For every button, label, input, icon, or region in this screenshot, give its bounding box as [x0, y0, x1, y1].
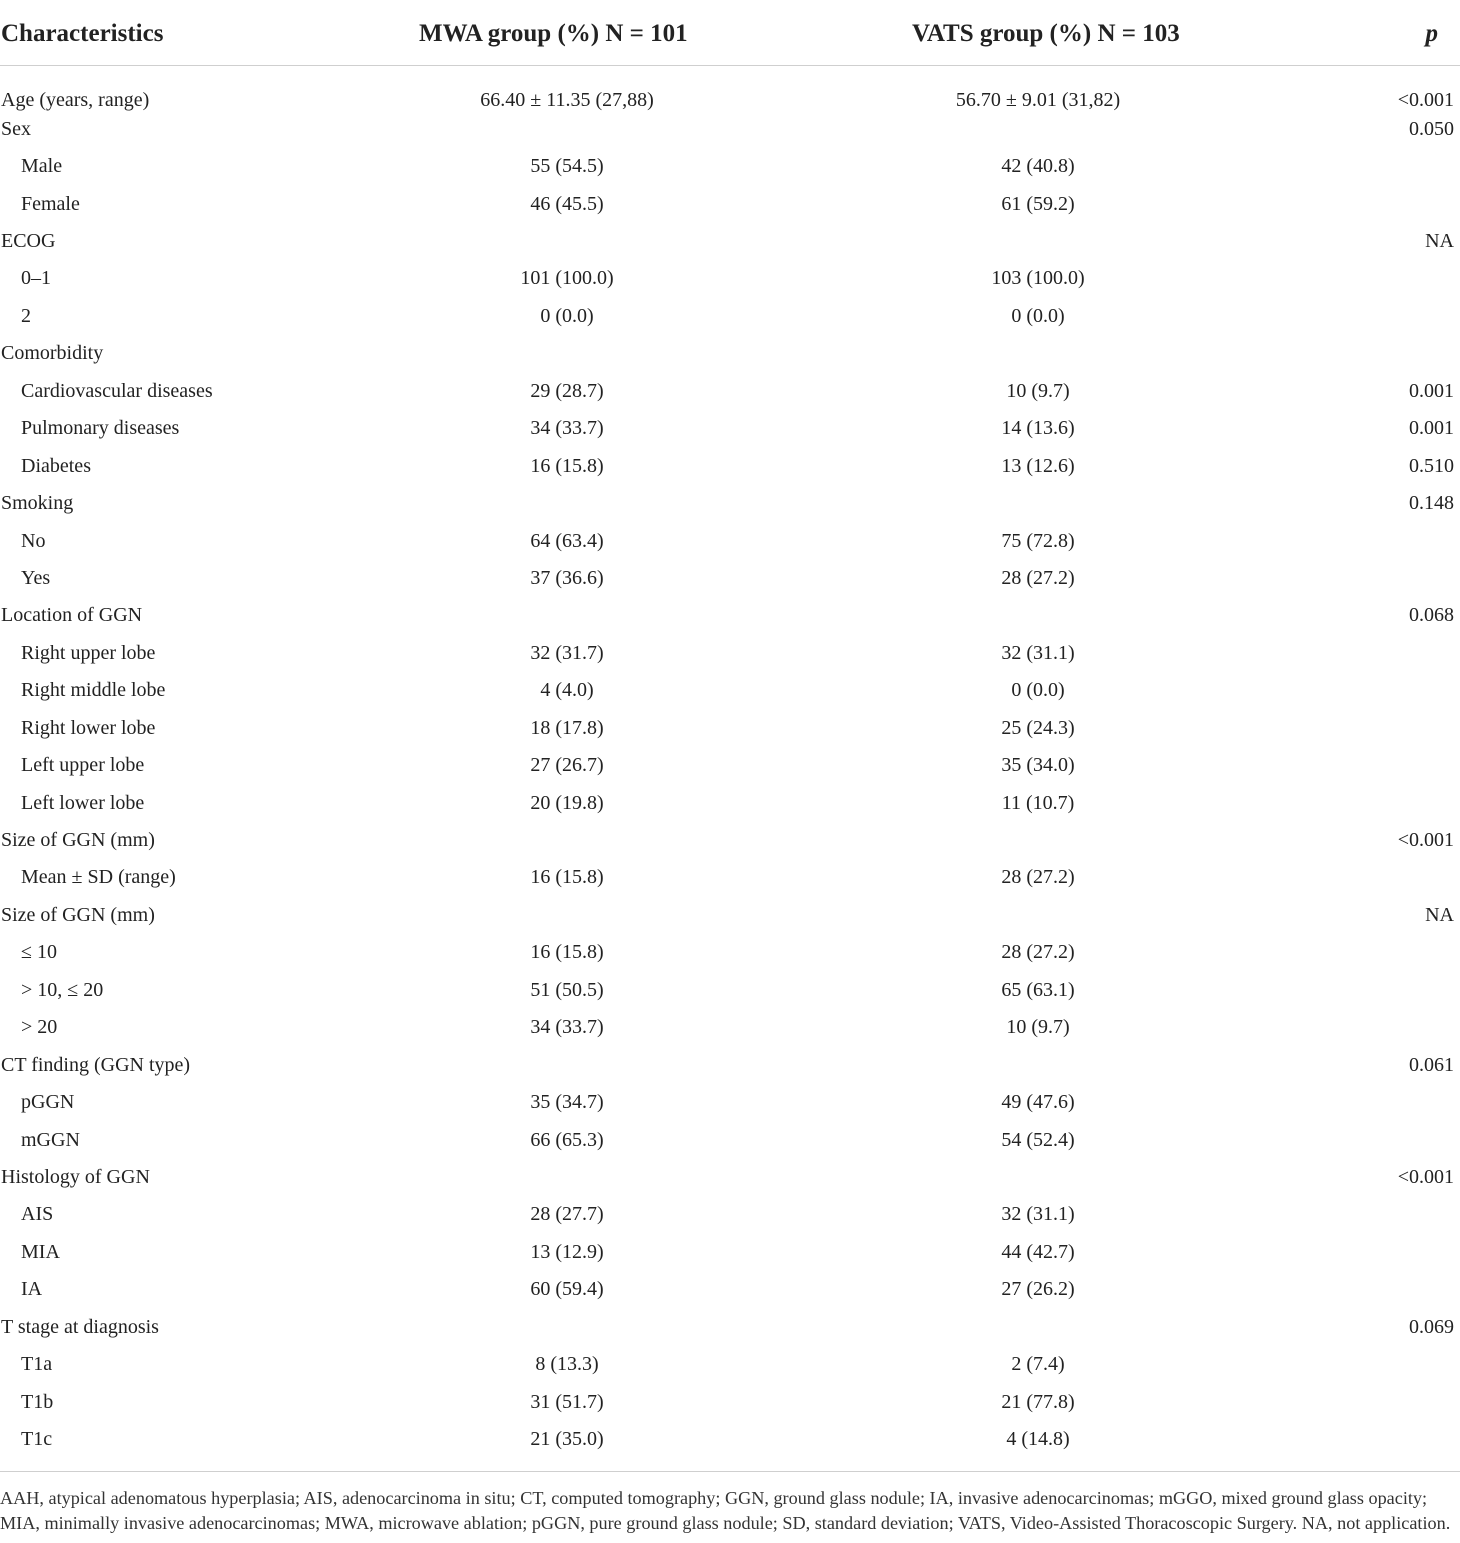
row-label: ECOG — [1, 230, 56, 253]
cell-vats-container — [752, 222, 1364, 259]
cell-mwa-container — [380, 522, 752, 559]
cell-vats: 42 (40.8) — [1001, 155, 1075, 178]
cell-vats-container — [752, 559, 1364, 596]
row-label: No — [21, 529, 46, 552]
cell-p-value — [1364, 1233, 1460, 1270]
table-row — [0, 484, 1460, 521]
cell-vats-container — [752, 672, 1364, 709]
row-label: > 20 — [21, 1016, 58, 1039]
cell-mwa-container — [380, 1271, 752, 1308]
cell-vats-container — [752, 746, 1364, 783]
cell-vats-container — [752, 447, 1364, 484]
cell-mwa: 34 (33.7) — [530, 1016, 604, 1039]
row-label: pGGN — [21, 1091, 75, 1114]
cell-mwa: 21 (35.0) — [530, 1428, 604, 1451]
cell-vats: 61 (59.2) — [1001, 192, 1075, 215]
cell-mwa: 29 (28.7) — [530, 379, 604, 402]
row-label: T stage at diagnosis — [1, 1315, 159, 1338]
cell-vats: 28 (27.2) — [1001, 866, 1075, 889]
row-label: Right lower lobe — [21, 716, 156, 739]
cell-mwa-container — [380, 746, 752, 783]
cell-p-value — [1364, 672, 1460, 709]
table-row — [0, 709, 1460, 746]
table-row — [0, 746, 1460, 783]
cell-mwa-container — [380, 1308, 752, 1345]
cell-vats: 32 (31.1) — [1001, 1203, 1075, 1226]
row-label: Female — [21, 192, 80, 215]
cell-vats-container — [752, 522, 1364, 559]
table-row — [0, 971, 1460, 1008]
cell-vats-container — [752, 709, 1364, 746]
row-label: Diabetes — [21, 454, 91, 477]
cell-mwa-container — [380, 1121, 752, 1158]
cell-p-value — [1364, 1345, 1460, 1382]
cell-mwa-container — [380, 147, 752, 184]
cell-p-value — [1364, 1383, 1460, 1420]
cell-vats: 10 (9.7) — [1006, 1016, 1070, 1039]
cell-mwa-container — [380, 597, 752, 634]
row-label: 0–1 — [21, 267, 51, 290]
cell-mwa-container — [380, 66, 752, 111]
cell-p-value — [1364, 185, 1460, 222]
cell-mwa-container — [380, 672, 752, 709]
row-label: Pulmonary diseases — [21, 417, 180, 440]
cell-mwa-container — [380, 372, 752, 409]
cell-vats-container — [752, 859, 1364, 896]
cell-vats-container — [752, 1009, 1364, 1046]
cell-vats-container — [752, 335, 1364, 372]
cell-vats: 35 (34.0) — [1001, 754, 1075, 777]
cell-mwa-container — [380, 1196, 752, 1233]
row-label: Smoking — [1, 492, 74, 515]
cell-vats-container — [752, 784, 1364, 821]
cell-p-value: 0.001 — [1409, 379, 1454, 402]
cell-vats: 2 (7.4) — [1011, 1353, 1065, 1376]
cell-vats-container — [752, 66, 1364, 111]
cell-mwa-container — [380, 934, 752, 971]
cell-mwa-container — [380, 1083, 752, 1120]
cell-vats-container — [752, 372, 1364, 409]
row-label: ≤ 10 — [21, 941, 57, 964]
row-label: Yes — [21, 566, 51, 589]
cell-mwa: 46 (45.5) — [530, 192, 604, 215]
table-body — [0, 66, 1460, 1458]
cell-p-value: 0.001 — [1409, 417, 1454, 440]
row-label: Histology of GGN — [1, 1165, 150, 1188]
cell-mwa: 64 (63.4) — [530, 529, 604, 552]
cell-vats: 11 (10.7) — [1001, 791, 1075, 814]
cell-vats: 25 (24.3) — [1001, 716, 1075, 739]
row-label: 2 — [21, 304, 31, 327]
cell-vats-container — [752, 597, 1364, 634]
cell-mwa: 60 (59.4) — [530, 1278, 604, 1301]
cell-vats-container — [752, 1271, 1364, 1308]
cell-mwa: 66.40 ± 11.35 (27,88) — [480, 89, 654, 111]
cell-vats-container — [752, 1345, 1364, 1382]
cell-p-value — [1364, 784, 1460, 821]
cell-mwa: 32 (31.7) — [530, 641, 604, 664]
cell-vats-container — [752, 934, 1364, 971]
header-characteristics: Characteristics — [0, 0, 380, 66]
cell-mwa-container — [380, 1046, 752, 1083]
cell-mwa-container — [380, 859, 752, 896]
table-row — [0, 559, 1460, 596]
cell-mwa: 37 (36.6) — [530, 566, 604, 589]
table-row — [0, 447, 1460, 484]
table-row — [0, 597, 1460, 634]
table-row — [0, 66, 1460, 111]
cell-vats-container — [752, 297, 1364, 334]
cell-vats-container — [752, 1121, 1364, 1158]
table-row — [0, 1196, 1460, 1233]
cell-p-value — [1364, 634, 1460, 671]
row-label: mGGN — [21, 1128, 80, 1151]
cell-vats-container — [752, 1308, 1364, 1345]
cell-mwa-container — [380, 335, 752, 372]
cell-p-value — [1364, 1121, 1460, 1158]
table-row — [0, 1121, 1460, 1158]
cell-mwa: 0 (0.0) — [540, 304, 594, 327]
cell-mwa-container — [380, 784, 752, 821]
cell-vats-container — [752, 634, 1364, 671]
cell-p-value — [1364, 297, 1460, 334]
table-row — [0, 1046, 1460, 1083]
cell-mwa: 51 (50.5) — [530, 978, 604, 1001]
cell-p-value — [1364, 522, 1460, 559]
cell-mwa-container — [380, 185, 752, 222]
cell-mwa: 66 (65.3) — [530, 1128, 604, 1151]
row-label: IA — [21, 1278, 43, 1301]
cell-mwa-container — [380, 559, 752, 596]
cell-vats-container — [752, 971, 1364, 1008]
cell-mwa-container — [380, 1233, 752, 1270]
cell-mwa-container — [380, 260, 752, 297]
cell-vats: 27 (26.2) — [1001, 1278, 1075, 1301]
row-label: T1c — [21, 1428, 53, 1451]
cell-vats: 75 (72.8) — [1001, 529, 1075, 552]
cell-p-value: 0.510 — [1409, 454, 1454, 477]
table-row — [0, 522, 1460, 559]
cell-vats: 4 (14.8) — [1006, 1428, 1070, 1451]
cell-p-value — [1364, 1009, 1460, 1046]
cell-vats: 56.70 ± 9.01 (31,82) — [955, 89, 1121, 111]
cell-p-value: <0.001 — [1397, 89, 1454, 111]
cell-vats-container — [752, 1083, 1364, 1120]
table-row — [0, 185, 1460, 222]
table-header — [0, 0, 1460, 66]
cell-p-value: 0.068 — [1409, 604, 1454, 627]
table-row — [0, 1345, 1460, 1382]
row-label: Right middle lobe — [21, 679, 166, 702]
table-row — [0, 896, 1460, 933]
cell-vats-container — [752, 1158, 1364, 1195]
table-row — [0, 821, 1460, 858]
cell-p-value — [1364, 934, 1460, 971]
cell-vats: 65 (63.1) — [1001, 978, 1075, 1001]
header-vats-group: VATS group (%) N = 103 — [752, 0, 1364, 66]
cell-p-value: 0.069 — [1409, 1315, 1454, 1338]
cell-mwa: 20 (19.8) — [530, 791, 604, 814]
table-row — [0, 1383, 1460, 1420]
row-label: Comorbidity — [1, 342, 104, 365]
table-row — [0, 335, 1460, 372]
row-label: Location of GGN — [1, 604, 143, 627]
table-row — [0, 634, 1460, 671]
row-label: Size of GGN (mm) — [1, 829, 155, 852]
header-p-value: p — [1364, 0, 1460, 66]
row-label: T1b — [21, 1390, 54, 1413]
cell-mwa: 28 (27.7) — [530, 1203, 604, 1226]
cell-mwa-container — [380, 297, 752, 334]
cell-vats: 49 (47.6) — [1001, 1091, 1075, 1114]
cell-vats: 103 (100.0) — [991, 267, 1085, 290]
cell-p-value — [1364, 1196, 1460, 1233]
cell-vats-container — [752, 484, 1364, 521]
cell-p-value — [1364, 859, 1460, 896]
cell-vats-container — [752, 1196, 1364, 1233]
table-row — [0, 110, 1460, 147]
cell-mwa-container — [380, 1009, 752, 1046]
cell-mwa-container — [380, 484, 752, 521]
cell-p-value — [1364, 1083, 1460, 1120]
cell-vats-container — [752, 896, 1364, 933]
row-label: Sex — [1, 117, 31, 140]
cell-vats-container — [752, 260, 1364, 297]
table-row — [0, 859, 1460, 896]
cell-p-value: <0.001 — [1397, 1165, 1454, 1188]
row-label: Age (years, range) — [1, 89, 150, 111]
cell-mwa-container — [380, 110, 752, 147]
cell-mwa: 16 (15.8) — [530, 866, 604, 889]
cell-mwa: 8 (13.3) — [535, 1353, 599, 1376]
cell-mwa: 13 (12.9) — [530, 1240, 604, 1263]
table-row — [0, 410, 1460, 447]
cell-mwa-container — [380, 634, 752, 671]
cell-vats-container — [752, 185, 1364, 222]
cell-vats: 44 (42.7) — [1001, 1240, 1075, 1263]
cell-vats: 0 (0.0) — [1011, 679, 1065, 702]
row-label: Right upper lobe — [21, 641, 156, 664]
cell-mwa-container — [380, 1383, 752, 1420]
cell-p-value — [1364, 559, 1460, 596]
cell-p-value — [1364, 1271, 1460, 1308]
table-row — [0, 1271, 1460, 1308]
table-row — [0, 1083, 1460, 1120]
cell-vats-container — [752, 1046, 1364, 1083]
cell-vats-container — [752, 1383, 1364, 1420]
table-row — [0, 1158, 1460, 1195]
row-label: Male — [21, 155, 63, 178]
row-label: CT finding (GGN type) — [1, 1053, 191, 1076]
table-row — [0, 1420, 1460, 1457]
row-label: Left upper lobe — [21, 754, 145, 777]
header-row — [0, 0, 1460, 66]
cell-mwa-container — [380, 447, 752, 484]
cell-p-value — [1364, 147, 1460, 184]
cell-mwa: 101 (100.0) — [520, 267, 614, 290]
cell-p-value: NA — [1425, 903, 1454, 926]
cell-vats: 0 (0.0) — [1011, 304, 1065, 327]
cell-vats-container — [752, 1233, 1364, 1270]
cell-mwa: 4 (4.0) — [540, 679, 594, 702]
cell-vats: 13 (12.6) — [1001, 454, 1075, 477]
cell-vats-container — [752, 147, 1364, 184]
cell-vats: 28 (27.2) — [1001, 941, 1075, 964]
row-label: MIA — [21, 1240, 60, 1263]
cell-vats-container — [752, 410, 1364, 447]
cell-p-value: 0.061 — [1409, 1053, 1454, 1076]
table-row — [0, 372, 1460, 409]
cell-vats-container — [752, 110, 1364, 147]
table-row — [0, 1308, 1460, 1345]
cell-mwa-container — [380, 1158, 752, 1195]
cell-mwa-container — [380, 821, 752, 858]
table-row — [0, 784, 1460, 821]
row-label: AIS — [21, 1203, 54, 1226]
cell-mwa: 55 (54.5) — [530, 155, 604, 178]
table-row — [0, 147, 1460, 184]
cell-p-value — [1364, 746, 1460, 783]
row-label: Left lower lobe — [21, 791, 145, 814]
cell-mwa-container — [380, 1345, 752, 1382]
cell-mwa-container — [380, 896, 752, 933]
table-row — [0, 297, 1460, 334]
cell-p-value: 0.050 — [1409, 117, 1454, 140]
cell-vats: 54 (52.4) — [1001, 1128, 1075, 1151]
cell-mwa: 16 (15.8) — [530, 941, 604, 964]
row-label: Cardiovascular diseases — [21, 379, 213, 402]
cell-p-value — [1364, 260, 1460, 297]
cell-vats: 32 (31.1) — [1001, 641, 1075, 664]
cell-mwa: 34 (33.7) — [530, 417, 604, 440]
cell-p-value: NA — [1425, 230, 1454, 253]
cell-mwa: 27 (26.7) — [530, 754, 604, 777]
cell-vats-container — [752, 1420, 1364, 1457]
cell-mwa-container — [380, 222, 752, 259]
cell-mwa-container — [380, 1420, 752, 1457]
cell-vats: 10 (9.7) — [1006, 379, 1070, 402]
cell-mwa: 31 (51.7) — [530, 1390, 604, 1413]
cell-vats-container — [752, 821, 1364, 858]
cell-vats: 21 (77.8) — [1001, 1390, 1075, 1413]
table-footnote: AAH, atypical adenomatous hyperplasia; AIS, adenocarcinoma in situ; CT, computed tomography; GGN, ground glass nodule; IA, invasive adenocarcinomas; mGGO, mixed ground glass opacity; MIA, minimally invasive adenocarcinomas; MWA, microwave ablation; pGGN, pure ground glass nodule; SD, standard deviation; VATS, Video-Assisted Thoracoscopic Surgery. NA, not application. — [0, 1471, 1460, 1536]
cell-p-value: <0.001 — [1397, 829, 1454, 852]
cell-vats: 28 (27.2) — [1001, 566, 1075, 589]
row-label: > 10, ≤ 20 — [21, 978, 104, 1001]
header-mwa-group: MWA group (%) N = 101 — [380, 0, 752, 66]
row-label: Mean ± SD (range) — [21, 866, 176, 889]
cell-mwa-container — [380, 971, 752, 1008]
cell-p-value: 0.148 — [1409, 492, 1454, 515]
row-label: T1a — [21, 1353, 53, 1376]
cell-p-value — [1364, 335, 1460, 372]
cell-p-value — [1364, 1420, 1460, 1457]
cell-mwa: 18 (17.8) — [530, 716, 604, 739]
cell-mwa: 16 (15.8) — [530, 454, 604, 477]
cell-mwa-container — [380, 709, 752, 746]
table-row — [0, 1009, 1460, 1046]
table-row — [0, 934, 1460, 971]
cell-mwa: 35 (34.7) — [530, 1091, 604, 1114]
table-row — [0, 1233, 1460, 1270]
table-row — [0, 222, 1460, 259]
table-row — [0, 672, 1460, 709]
cell-p-value — [1364, 709, 1460, 746]
row-label: Size of GGN (mm) — [1, 903, 155, 926]
cell-mwa-container — [380, 410, 752, 447]
table-row — [0, 260, 1460, 297]
cell-p-value — [1364, 971, 1460, 1008]
cell-vats: 14 (13.6) — [1001, 417, 1075, 440]
